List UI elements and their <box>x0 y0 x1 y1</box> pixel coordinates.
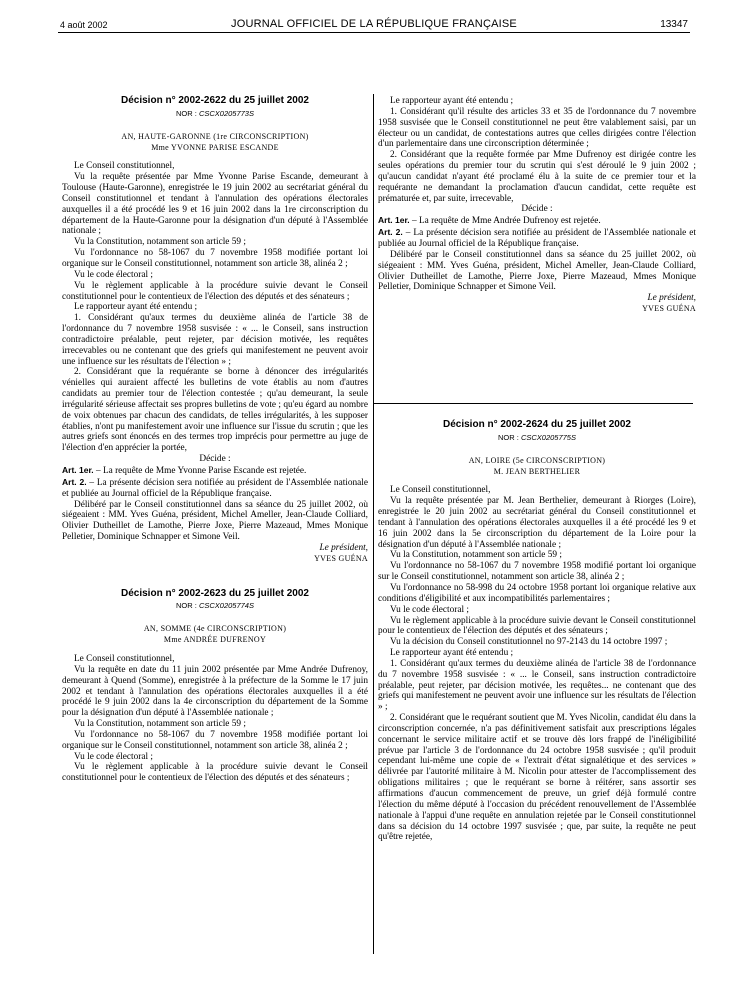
paragraph: Vu la décision du Conseil constitutionnel no 97-2143 du 14 octobre 1997 ; <box>390 637 668 648</box>
paragraph: Vu le code électoral ; <box>74 751 153 762</box>
nor-label: NOR : <box>176 601 197 611</box>
nor-code: CSCX0205774S <box>198 601 254 611</box>
decide-heading: Décide : <box>199 454 231 465</box>
paragraph: 2. Considérant que la requérante se borne à dénoncer des irrégularités vénielles qui auraient affecté les bulletins de vote établis au nom d'autres candidats au premier tour de l'élection contestée ; qu'au demeurant, la seule irrégularité sérieuse affectait ses propres bulletins de vote ; qu'eu égard au nombre de voix obtenues par chacun des candidats, de telles irrégularités, à les supposer établies, n'ont pu manifestement avoir une influence sur l'issue du scrutin ; que les autres griefs sont énoncés en des termes trop imprécis pour permettre au juge de l'élection d'en apprécier la portée, <box>62 367 368 454</box>
paragraph: Vu la Constitution, notamment son article 59 ; <box>74 237 246 248</box>
page-number: 13347 <box>660 19 688 30</box>
nor-label: NOR : <box>176 108 197 118</box>
signature-role: Le président, <box>647 293 696 304</box>
nor-reference <box>62 601 368 612</box>
nor-reference <box>62 109 368 120</box>
signature-name: YVES GUÉNA <box>642 304 696 314</box>
decide-heading: Décide : <box>521 204 553 215</box>
signature-role: Le président, <box>319 542 368 553</box>
article-label: Art. 1er. <box>378 215 410 226</box>
paragraph: Vu l'ordonnance no 58-1067 du 7 novembre 1958 modifié portant loi organique sur le Conseil constitutionnel, notamment son article 38, alinéa 2 ; <box>378 561 696 583</box>
paragraph: 2. Considérant que le requérant soutient que M. Yves Nicolin, candidat élu dans la circonscription concernée, n'a pas définitivement satisfait aux prescriptions légales concernant le service militaire actif et se trouve dès lors frappé de l'inéligibilité prévue par l'article 3 de l'ordonnance du 24 octobre 1958 susvisée ; qu'il produit cependant lui-même une copie de « l'extrait d'état signalétique et des services » délivrée par l'autorité militaire à M. Nicolin pour attester de l'accomplissement des obligations militaires ; que le requérant se borne à réitérer, sans assortir ses affirmations d'aucun commencement de preuve, un grief déjà formulé contre l'élection du même député à l'occasion du précédent renouvellement de l'Assemblée nationale à l'appui d'une requête en annulation rejetée par le Conseil constitutionnel dans sa décision du 14 octobre 1997 susvisée ; que, par suite, la requête ne peut qu'être rejetée, <box>378 713 696 843</box>
paragraph: Le Conseil constitutionnel, <box>74 653 175 664</box>
page-header <box>0 12 748 32</box>
decision-separator <box>373 403 693 404</box>
paragraph: Vu l'ordonnance no 58-1067 du 7 novembre 1958 modifiée portant loi organique sur le Conseil constitutionnel, notamment son article 38, alinéa 2 ; <box>62 729 368 751</box>
article-2 <box>378 227 696 250</box>
paragraph: Vu l'ordonnance no 58-1067 du 7 novembre 1958 modifiée portant loi organique sur le Conseil constitutionnel, notamment son article 38, alinéa 2 ; <box>62 248 368 269</box>
article-label: Art. 2. <box>62 476 87 487</box>
paragraph: 1. Considérant qu'aux termes du deuxième alinéa de l'article 38 de l'ordonnance du 7 novembre 1958 susvisée : « ... le Conseil, sans instruction contradictoire préalable, peut rejeter, par décision motivée, les requêtes irrecevables ou ne contenant que des griefs qui manifestement ne peuvent avoir une influence sur les résultats de l'élection » ; <box>62 313 368 367</box>
person-name: Mme YVONNE PARISE ESCANDE <box>151 142 279 152</box>
left-column <box>62 96 368 784</box>
paragraph: Le rapporteur ayant été entendu ; <box>390 96 514 106</box>
paragraph: Vu le règlement applicable à la procédure suivie devant le Conseil constitutionnel pour le contentieux de l'élection des députés et des sénateurs ; <box>62 280 368 302</box>
column-divider <box>373 94 374 954</box>
person-name: Mme ANDRÉE DUFRENOY <box>163 635 267 645</box>
nor-reference <box>378 433 696 444</box>
right-column-bottom <box>378 420 696 843</box>
article-2 <box>62 477 368 500</box>
article-text: – La requête de Mme Andrée Dufrenoy est rejetée. <box>409 216 601 227</box>
nor-label: NOR : <box>498 432 519 442</box>
journal-title: JOURNAL OFFICIEL DE LA RÉPUBLIQUE FRANÇAISE <box>231 18 517 30</box>
circonscription: AN, LOIRE (5e CIRCONSCRIPTION) <box>468 455 606 465</box>
article-text: – La présente décision sera notifiée au président de l'Assemblée nationale et publiée au Journal officiel de la République française. <box>378 228 696 249</box>
paragraph: Vu la requête présentée par Mme Yvonne Parise Escande, demeurant à Toulouse (Haute-Garonne), enregistrée le 19 juin 2002 au secrétariat général du Conseil constitutionnel et tendant à l'annulation des opérations électorales auxquelles il a été procédé les 9 et 16 juin 2002 dans la 1re circonscription du département de la Haute-Garonne pour la désignation d'un député à l'Assemblée nationale ; <box>62 172 368 237</box>
person-name: M. JEAN BERTHELIER <box>493 466 581 476</box>
circonscription: AN, SOMME (4e CIRCONSCRIPTION) <box>143 624 287 634</box>
paragraph: 1. Considérant qu'aux termes du deuxième alinéa de l'article 38 de l'ordonnance du 7 novembre 1958 susvisée : « ... le Conseil, sans instruction contradictoire préalable, peut rejeter, par décision motivée, les requêtes... ne contenant que des griefs qui manifestement ne peuvent avoir une influence sur les résultats de l'élection » ; <box>378 658 696 713</box>
paragraph: Vu le code électoral ; <box>390 604 469 615</box>
paragraph: Le Conseil constitutionnel, <box>74 161 175 172</box>
article-label: Art. 1er. <box>62 465 94 475</box>
decision-title: Décision n° 2002-2624 du 25 juillet 2002 <box>443 419 631 430</box>
paragraph: Le Conseil constitutionnel, <box>390 485 491 496</box>
paragraph: Vu le règlement applicable à la procédure suivie devant le Conseil constitutionnel pour le contentieux de l'élection des députés et des sénateurs ; <box>378 615 696 637</box>
article-label: Art. 2. <box>378 227 403 238</box>
paragraph: Vu la Constitution, notamment son article 59 ; <box>74 719 246 730</box>
paragraph: 1. Considérant qu'il résulte des articles 33 et 35 de l'ordonnance du 7 novembre 1958 susvisée que le Conseil constitutionnel ne peut être valablement saisi, par un électeur ou un candidat, de contestations autres que celles dirigées contre l'élection d'un parlementaire dans une circonscription déterminée ; <box>378 106 696 150</box>
deliberation: Délibéré par le Conseil constitutionnel dans sa séance du 25 juillet 2002, où siégeaient : MM. Yves Guéna, président, Michel Ameller, Jean-Claude Colliard, Olivier Dutheillet de Lamothe, Pierre Joxe, Pierre Mazeaud, Mmes Monique Pelletier, Dominique Schnapper et Simone Veil. <box>378 249 696 293</box>
paragraph: Vu le règlement applicable à la procédure suivie devant le Conseil constitutionnel pour le contentieux de l'élection des députés et des sénateurs ; <box>62 762 368 784</box>
nor-code: CSCX0205773S <box>198 108 254 118</box>
article-1 <box>62 465 368 477</box>
paragraph: Vu la Constitution, notamment son article 59 ; <box>390 550 562 561</box>
decision-title: Décision n° 2002-2622 du 25 juillet 2002 <box>121 95 309 106</box>
deliberation: Délibéré par le Conseil constitutionnel dans sa séance du 25 juillet 2002, où siégeaient : MM. Yves Guéna, président, Michel Ameller, Jean-Claude Colliard, Olivier Dutheillet de Lamothe, Pierre Joxe, Pierre Mazeaud, Mmes Monique Pelletier, Dominique Schnapper et Simone Veil. <box>62 499 368 543</box>
nor-code: CSCX0205775S <box>520 432 576 442</box>
paragraph: 2. Considérant que la requête formée par Mme Dufrenoy est dirigée contre les seules opérations du premier tour du scrutin qui s'est déroulé le 9 juin 2002 ; qu'aucun candidat n'ayant été proclamé élu à la suite de ce premier tour et la requérante ne demandant la proclamation d'aucun candidat, cette requête est prématurée et, par suite, irrecevable, <box>378 150 696 204</box>
paragraph: Vu la requête en date du 11 juin 2002 présentée par Mme Andrée Dufrenoy, demeurant à Quend (Somme), enregistrée à la préfecture de la Somme le 17 juin 2002 et tendant à l'annulation des opérations électorales auxquelles il a été procédé le 9 juin 2002 dans la 4e circonscription du département de la Somme pour la désignation d'un député à l'Assemblée nationale ; <box>62 664 368 719</box>
paragraph: Vu l'ordonnance no 58-998 du 24 octobre 1958 portant loi organique relative aux conditions d'éligibilité et aux incompatibilités parlementaires ; <box>378 582 696 604</box>
article-1 <box>378 215 696 227</box>
paragraph: Le rapporteur ayant été entendu ; <box>390 648 514 659</box>
circonscription: AN, HAUTE-GARONNE (1re CIRCONSCRIPTION) <box>121 131 309 141</box>
article-text: – La requête de Mme Yvonne Parise Escande est rejetée. <box>93 466 307 476</box>
decision-title: Décision n° 2002-2623 du 25 juillet 2002 <box>121 587 309 599</box>
paragraph: Le rapporteur ayant été entendu ; <box>74 302 198 313</box>
header-rule <box>58 32 690 33</box>
paragraph: Vu le code électoral ; <box>74 269 153 280</box>
header-date: 4 août 2002 <box>60 20 108 30</box>
paragraph: Vu la requête présentée par M. Jean Berthelier, demeurant à Riorges (Loire), enregistrée le 20 juin 2002 au secrétariat général du Conseil constitutionnel et tendant à l'annulation des opérations électorales auxquelles il a été procédé les 9 et 16 juin 2002 dans la 5e circonscription du département de la Loire pour la désignation d'un député à l'Assemblée nationale ; <box>378 496 696 550</box>
article-text: – La présente décision sera notifiée au président de l'Assemblée nationale et publiée au Journal officiel de la République française. <box>62 477 368 499</box>
right-column-top <box>378 96 696 315</box>
signature-name: YVES GUÉNA <box>314 553 368 563</box>
